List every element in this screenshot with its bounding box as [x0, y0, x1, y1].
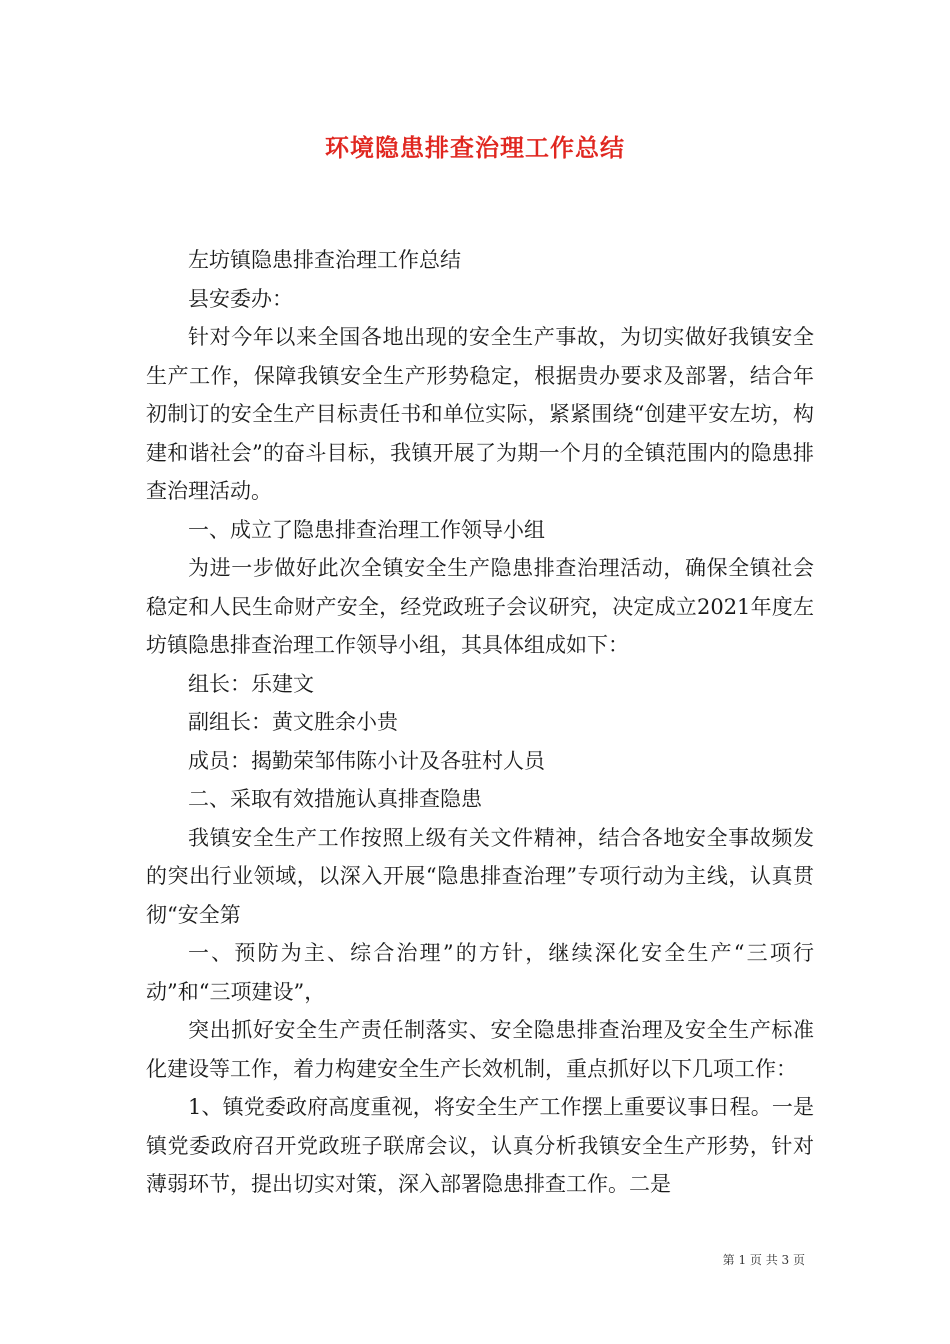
- section-heading-1: 一、成立了隐患排查治理工作领导小组: [188, 517, 545, 542]
- paragraph-addressee: 县安委办：: [188, 286, 293, 311]
- paragraph-subtitle: 左坊镇隐患排查治理工作总结: [188, 248, 461, 272]
- paragraph-intro: 针对今年以来全国各地出现的安全生产事故，为切实做好我镇安全生产工作，保障我镇安全生产形势稳定，根据贵办要求及部署，结合年初制订的安全生产目标责任书和单位实际，紧紧围绕“创建平安左坊，构建和谐社会”的奋斗目标，我镇开展了为期一个月的全镇范围内的隐患排查治理活动。: [146, 325, 814, 503]
- paragraph-focus: 突出抓好安全生产责任制落实、安全隐患排查治理及安全生产标准化建设等工作，着力构建安全生产长效机制，重点抓好以下几项工作：: [146, 1018, 814, 1081]
- paragraph-policy: 一、预防为主、综合治理”的方针，继续深化安全生产“三项行动”和“三项建设”，: [146, 941, 814, 1004]
- paragraph-section-2: 我镇安全生产工作按照上级有关文件精神，结合各地安全事故频发的突出行业领域，以深入开展“隐患排查治理”专项行动为主线，认真贯彻“安全第: [146, 825, 814, 927]
- page-number: 第 1 页 共 3 页: [722, 1253, 805, 1267]
- document-title: 环境隐患排查治理工作总结: [325, 133, 625, 162]
- paragraph-group-leader: 组长：乐建文: [188, 671, 314, 696]
- paragraph-deputy-leader: 副组长：黄文胜余小贵: [188, 710, 398, 734]
- paragraph-section-1: 为进一步做好此次全镇安全生产隐患排查治理活动，确保全镇社会稳定和人民生命财产安全，经党政班子会议研究，决定成立2021年度左坊镇隐患排查治理工作领导小组，其具体组成如下：: [146, 556, 814, 657]
- document-body: [146, 241, 814, 1204]
- paragraph-members: 成员：揭勤荣邹伟陈小计及各驻村人员: [188, 748, 545, 773]
- section-heading-2: 二、采取有效措施认真排查隐患: [188, 787, 482, 811]
- paragraph-item-1: 1、镇党委政府高度重视，将安全生产工作摆上重要议事日程。一是镇党委政府召开党政班子联席会议，认真分析我镇安全生产形势，针对薄弱环节，提出切实对策，深入部署隐患排查工作。二是: [146, 1095, 814, 1196]
